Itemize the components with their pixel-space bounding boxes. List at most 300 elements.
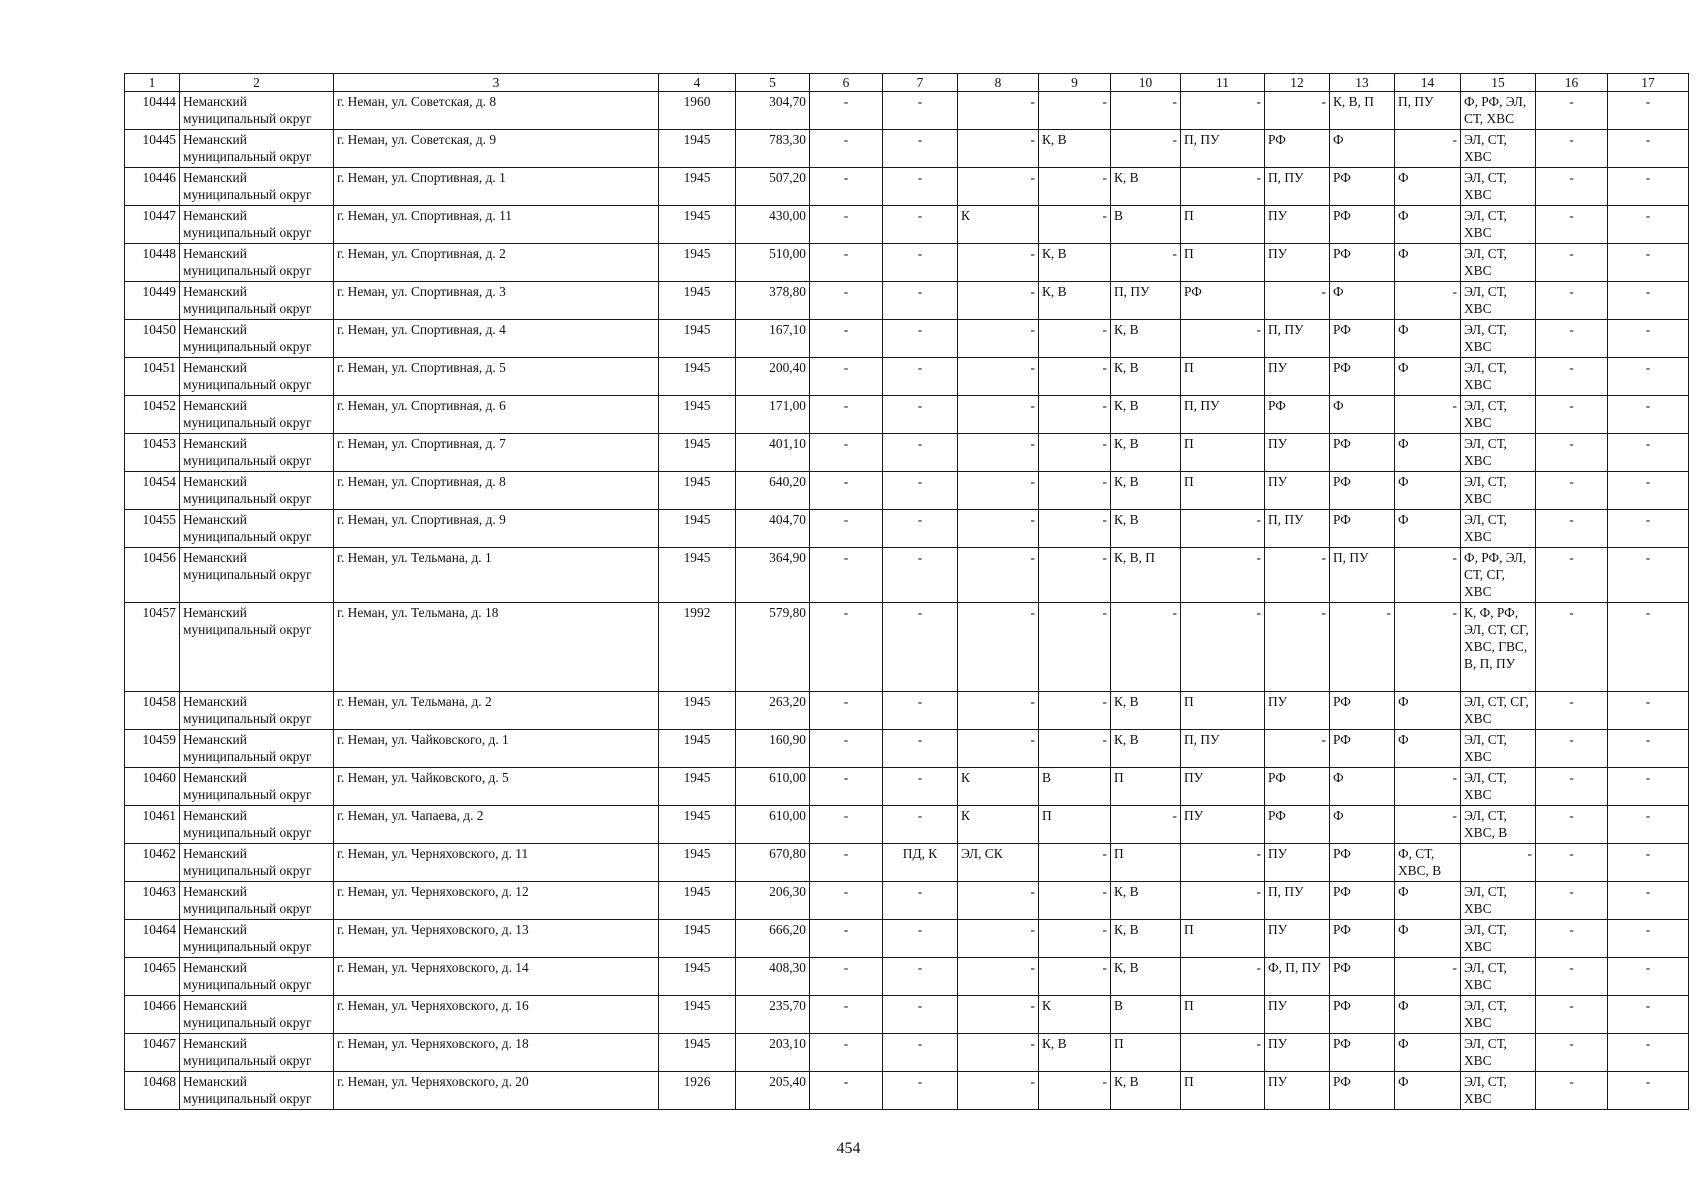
table-cell: РФ [1330,882,1395,920]
table-cell: ЭЛ, СТ, ХВС [1461,168,1536,206]
table-cell: Неманский муниципальный округ [180,130,334,168]
table-cell: - [1608,282,1689,320]
table-cell: П, ПУ [1181,730,1265,768]
table-cell: 10465 [125,958,180,996]
table-cell: г. Неман, ул. Спортивная, д. 7 [334,434,659,472]
table-cell: 10459 [125,730,180,768]
table-cell: К, В [1111,434,1181,472]
table-cell: - [883,1072,958,1110]
table-cell: - [1111,603,1181,692]
table-cell: - [883,603,958,692]
table-cell: - [1181,603,1265,692]
table-cell: - [1395,806,1461,844]
table-row [125,396,1689,434]
table-cell: - [1608,92,1689,130]
table-cell: - [1536,882,1608,920]
table-cell: - [810,958,883,996]
table-cell: - [1181,958,1265,996]
table-cell: ЭЛ, СТ, ХВС [1461,882,1536,920]
table-cell: - [1536,320,1608,358]
table-cell: - [883,206,958,244]
table-cell: К, В [1039,1034,1111,1072]
table-cell: - [810,882,883,920]
table-row [125,603,1689,692]
column-header: 7 [883,74,958,92]
table-cell: - [958,1072,1039,1110]
table-row [125,472,1689,510]
table-cell: ПУ [1265,434,1330,472]
table-cell: РФ [1330,844,1395,882]
table-cell: г. Неман, ул. Советская, д. 8 [334,92,659,130]
table-cell: 610,00 [736,806,810,844]
table-cell: ПУ [1265,1034,1330,1072]
table-cell: - [1265,92,1330,130]
table-cell: 235,70 [736,996,810,1034]
table-cell: - [1536,434,1608,472]
table-row [125,844,1689,882]
table-cell: г. Неман, ул. Черняховского, д. 20 [334,1072,659,1110]
table-cell: К [1039,996,1111,1034]
table-cell: РФ [1330,692,1395,730]
table-cell: П [1181,920,1265,958]
table-cell: Ф [1330,282,1395,320]
table-cell: 10449 [125,282,180,320]
table-cell: - [1395,768,1461,806]
table-cell: 1945 [659,510,736,548]
table-cell: - [1039,548,1111,603]
table-cell: - [1536,472,1608,510]
table-cell: П [1181,206,1265,244]
table-cell: 670,80 [736,844,810,882]
table-cell: - [1608,996,1689,1034]
table-cell: РФ [1330,434,1395,472]
table-cell: РФ [1330,510,1395,548]
table-cell: ПУ [1265,1072,1330,1110]
table-cell: 10461 [125,806,180,844]
table-cell: ПУ [1265,472,1330,510]
table-cell: ЭЛ, СТ, ХВС [1461,244,1536,282]
table-cell: ЭЛ, СТ, ХВС [1461,958,1536,996]
table-cell: 10455 [125,510,180,548]
table-cell: Неманский муниципальный округ [180,730,334,768]
table-cell: - [958,320,1039,358]
table-cell: Ф [1395,996,1461,1034]
table-cell: К [958,806,1039,844]
table-cell: - [1536,692,1608,730]
table-cell: Неманский муниципальный округ [180,882,334,920]
table-cell: Неманский муниципальный округ [180,806,334,844]
table-cell: К, В [1111,920,1181,958]
table-cell: - [1181,168,1265,206]
table-cell: К, В [1039,282,1111,320]
table-cell: ПУ [1265,206,1330,244]
table-cell: - [1536,130,1608,168]
table-cell: - [883,396,958,434]
column-header: 1 [125,74,180,92]
table-cell: 1945 [659,244,736,282]
table-cell: - [1536,1072,1608,1110]
table-cell: - [958,472,1039,510]
table-cell: 640,20 [736,472,810,510]
table-cell: Неманский муниципальный округ [180,206,334,244]
table-cell: - [1039,510,1111,548]
table-cell: - [1181,320,1265,358]
table-cell: 1945 [659,358,736,396]
table-cell: - [883,472,958,510]
table-cell: - [958,958,1039,996]
table-cell: - [1039,1072,1111,1110]
table-cell: г. Неман, ул. Спортивная, д. 1 [334,168,659,206]
column-header: 14 [1395,74,1461,92]
table-cell: К, В [1111,358,1181,396]
column-header: 9 [1039,74,1111,92]
table-cell: Неманский муниципальный округ [180,396,334,434]
table-cell: г. Неман, ул. Спортивная, д. 5 [334,358,659,396]
table-cell: - [883,320,958,358]
table-cell: - [1039,958,1111,996]
table-cell: - [883,548,958,603]
table-cell: - [810,844,883,882]
table-cell: - [1536,806,1608,844]
table-cell: РФ [1330,206,1395,244]
table-cell: К, В, П [1330,92,1395,130]
table-cell: - [883,920,958,958]
table-cell: - [883,692,958,730]
table-cell: 10456 [125,548,180,603]
table-cell: - [1039,692,1111,730]
table-cell: 1945 [659,472,736,510]
table-cell: - [1536,1034,1608,1072]
table-row [125,1072,1689,1110]
table-cell: - [1111,92,1181,130]
table-cell: 783,30 [736,130,810,168]
table-cell: г. Неман, ул. Тельмана, д. 1 [334,548,659,603]
table-cell: 10446 [125,168,180,206]
table-cell: К, В [1111,730,1181,768]
table-cell: г. Неман, ул. Черняховского, д. 11 [334,844,659,882]
table-cell: - [883,1034,958,1072]
table-cell: Ф, СТ, ХВС, В [1395,844,1461,882]
table-cell: - [958,692,1039,730]
table-cell: - [1395,603,1461,692]
table-cell: П, ПУ [1181,130,1265,168]
table-cell: 206,30 [736,882,810,920]
table-cell: 160,90 [736,730,810,768]
table-cell: 1945 [659,692,736,730]
table-cell: - [1608,130,1689,168]
table-cell: Неманский муниципальный округ [180,282,334,320]
table-cell: - [883,730,958,768]
table-cell: - [1608,358,1689,396]
table-cell: 10463 [125,882,180,920]
table-cell: - [958,130,1039,168]
table-cell: - [1608,548,1689,603]
table-cell: 1945 [659,920,736,958]
table-cell: - [883,768,958,806]
table-cell: г. Неман, ул. Советская, д. 9 [334,130,659,168]
table-cell: Неманский муниципальный округ [180,244,334,282]
table-cell: П [1111,844,1181,882]
page-number: 454 [836,1140,861,1157]
table-cell: ЭЛ, СТ, ХВС [1461,510,1536,548]
table-cell: П [1181,1072,1265,1110]
table-row [125,168,1689,206]
table-cell: - [958,996,1039,1034]
table-cell: 171,00 [736,396,810,434]
table-cell: - [1395,282,1461,320]
table-cell: - [1608,806,1689,844]
table-cell: П, ПУ [1330,548,1395,603]
table-row [125,434,1689,472]
column-header: 17 [1608,74,1689,92]
table-cell: - [883,806,958,844]
table-cell: - [1608,472,1689,510]
table-row [125,996,1689,1034]
column-header: 12 [1265,74,1330,92]
table-cell: - [810,603,883,692]
table-cell: ЭЛ, СТ, ХВС [1461,996,1536,1034]
table-cell: - [1608,958,1689,996]
table-cell: г. Неман, ул. Черняховского, д. 12 [334,882,659,920]
table-cell: РФ [1330,472,1395,510]
table-cell: РФ [1330,958,1395,996]
table-cell: РФ [1330,996,1395,1034]
table-cell: - [1536,730,1608,768]
table-cell: РФ [1330,358,1395,396]
table-cell: г. Неман, ул. Тельмана, д. 2 [334,692,659,730]
table-cell: - [1181,844,1265,882]
table-cell: Ф [1395,168,1461,206]
table-cell: РФ [1265,806,1330,844]
table-cell: РФ [1330,730,1395,768]
table-cell: - [810,206,883,244]
table-cell: г. Неман, ул. Черняховского, д. 14 [334,958,659,996]
column-header: 15 [1461,74,1536,92]
table-row [125,1034,1689,1072]
table-cell: Неманский муниципальный округ [180,844,334,882]
table-cell: ЭЛ, СТ, ХВС [1461,396,1536,434]
table-cell: - [958,510,1039,548]
table-cell: 1945 [659,730,736,768]
table-cell: 1945 [659,844,736,882]
table-cell: РФ [1330,920,1395,958]
table-cell: К [958,768,1039,806]
table-cell: - [1536,396,1608,434]
table-cell: 10460 [125,768,180,806]
table-cell: - [1608,603,1689,692]
table-cell: ПД, К [883,844,958,882]
table-cell: П [1111,1034,1181,1072]
table-cell: - [1608,1034,1689,1072]
table-cell: 10451 [125,358,180,396]
table-cell: - [1536,603,1608,692]
table-cell: - [958,603,1039,692]
table-cell: - [1536,358,1608,396]
table-cell: - [958,168,1039,206]
table-cell: - [958,434,1039,472]
table-body [125,92,1689,1110]
table-cell: ПУ [1265,996,1330,1034]
table-cell: Неманский муниципальный округ [180,1034,334,1072]
table-cell: 10457 [125,603,180,692]
table-cell: ПУ [1265,920,1330,958]
table-cell: - [1536,920,1608,958]
table-cell: РФ [1330,168,1395,206]
table-cell: Неманский муниципальный округ [180,548,334,603]
table-cell: - [1395,548,1461,603]
table-cell: П, ПУ [1111,282,1181,320]
table-cell: 10464 [125,920,180,958]
table-cell: г. Неман, ул. Спортивная, д. 8 [334,472,659,510]
table-cell: ЭЛ, СТ, ХВС [1461,920,1536,958]
table-cell: ЭЛ, СТ, ХВС [1461,130,1536,168]
table-cell: РФ [1330,244,1395,282]
table-cell: г. Неман, ул. Чайковского, д. 5 [334,768,659,806]
table-cell: К, В [1111,472,1181,510]
table-cell: - [810,92,883,130]
table-cell: 579,80 [736,603,810,692]
table-row [125,730,1689,768]
table-cell: г. Неман, ул. Черняховского, д. 18 [334,1034,659,1072]
table-cell: Неманский муниципальный округ [180,168,334,206]
table-cell: В [1039,768,1111,806]
table-cell: В [1111,206,1181,244]
table-cell: - [810,920,883,958]
table-cell: - [1039,358,1111,396]
table-cell: - [1265,548,1330,603]
column-header: 10 [1111,74,1181,92]
table-cell: - [1608,1072,1689,1110]
table-cell: - [1039,882,1111,920]
table-cell: 404,70 [736,510,810,548]
table-cell: ЭЛ, СТ, ХВС [1461,320,1536,358]
table-cell: 1960 [659,92,736,130]
table-cell: Ф, П, ПУ [1265,958,1330,996]
table-cell: - [1608,768,1689,806]
table-cell: 378,80 [736,282,810,320]
table-cell: Ф [1395,206,1461,244]
table-cell: РФ [1181,282,1265,320]
table-cell: 1945 [659,768,736,806]
table-cell: - [810,320,883,358]
table-cell: К, Ф, РФ, ЭЛ, СТ, СГ, ХВС, ГВС, В, П, ПУ [1461,603,1536,692]
table-row [125,282,1689,320]
table-cell: - [1039,206,1111,244]
table-cell: - [1608,434,1689,472]
table-cell: ПУ [1265,844,1330,882]
table-cell: 205,40 [736,1072,810,1110]
table-cell: г. Неман, ул. Спортивная, д. 11 [334,206,659,244]
table-cell: Ф [1395,510,1461,548]
table-row [125,244,1689,282]
table-cell: 10458 [125,692,180,730]
table-cell: - [1181,92,1265,130]
table-cell: - [1181,548,1265,603]
table-cell: ЭЛ, СТ, ХВС [1461,206,1536,244]
table-cell: Неманский муниципальный округ [180,920,334,958]
table-cell: РФ [1265,130,1330,168]
table-cell: - [1039,434,1111,472]
table-cell: ЭЛ, СТ, ХВС [1461,282,1536,320]
table-cell: - [1608,882,1689,920]
table-cell: 10467 [125,1034,180,1072]
table-cell: 10450 [125,320,180,358]
table-cell: - [1265,730,1330,768]
table-cell: РФ [1265,396,1330,434]
table-cell: ЭЛ, СТ, СГ, ХВС [1461,692,1536,730]
table-cell: П [1181,472,1265,510]
table-cell: Неманский муниципальный округ [180,510,334,548]
table-cell: 10466 [125,996,180,1034]
table-cell: - [958,282,1039,320]
table-cell: - [1536,92,1608,130]
table-row [125,692,1689,730]
table-cell: г. Неман, ул. Спортивная, д. 6 [334,396,659,434]
table-cell: 1945 [659,168,736,206]
table-row [125,358,1689,396]
table-cell: - [1039,396,1111,434]
table-cell: Ф, РФ, ЭЛ, СТ, СГ, ХВС [1461,548,1536,603]
table-row [125,548,1689,603]
table-cell: ЭЛ, СТ, ХВС [1461,730,1536,768]
column-header: 11 [1181,74,1265,92]
table-cell: - [958,358,1039,396]
table-cell: - [1039,844,1111,882]
table-cell: Ф [1330,806,1395,844]
table-cell: - [1111,244,1181,282]
table-cell: 10452 [125,396,180,434]
table-cell: К, В [1111,320,1181,358]
table-row [125,882,1689,920]
table-cell: - [958,244,1039,282]
table-cell: - [883,882,958,920]
table-cell: Неманский муниципальный округ [180,768,334,806]
table-cell: - [810,548,883,603]
table-cell: - [1039,168,1111,206]
table-cell: - [810,472,883,510]
table-cell: - [958,1034,1039,1072]
table-cell: 10462 [125,844,180,882]
table-cell: Ф [1395,692,1461,730]
table-cell: 10444 [125,92,180,130]
table-cell: К, В [1039,244,1111,282]
table-cell: - [1608,692,1689,730]
table-cell: ЭЛ, СТ, ХВС [1461,472,1536,510]
table-cell: - [810,510,883,548]
table-cell: В [1111,996,1181,1034]
table-cell: 666,20 [736,920,810,958]
table-cell: 263,20 [736,692,810,730]
column-header: 2 [180,74,334,92]
table-cell: П, ПУ [1265,882,1330,920]
table-cell: - [1395,396,1461,434]
table-cell: Ф [1330,768,1395,806]
table-cell: - [883,434,958,472]
table-row [125,320,1689,358]
table-cell: ПУ [1181,768,1265,806]
table-cell: П [1181,996,1265,1034]
table-cell: - [1536,168,1608,206]
table-cell: Ф [1395,730,1461,768]
table-cell: РФ [1330,320,1395,358]
table-cell: - [883,510,958,548]
table-cell: - [1111,130,1181,168]
table-cell: 1945 [659,958,736,996]
table-cell: - [883,168,958,206]
table-cell: - [958,730,1039,768]
table-cell: - [1039,320,1111,358]
table-cell: П, ПУ [1265,168,1330,206]
